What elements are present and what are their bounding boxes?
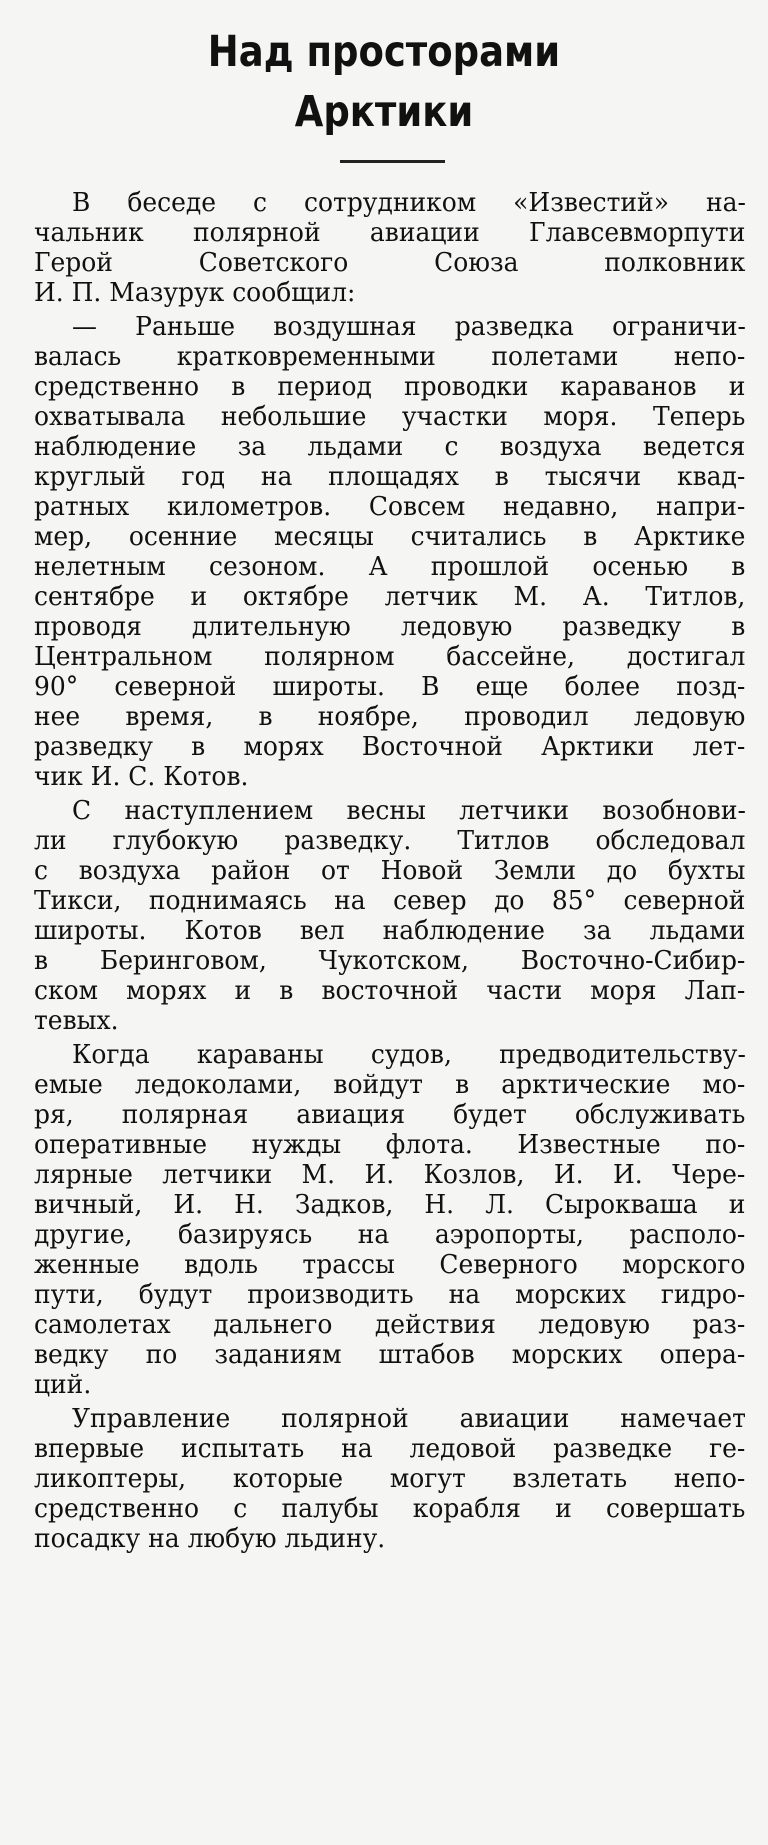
- text-line: мер, осенние месяцы считались в Арктике: [34, 522, 746, 552]
- text-line: самолетах дальнего действия ледовую раз-: [34, 1310, 746, 1340]
- text-line: ликоптеры, которые могут взлетать непо-: [34, 1464, 746, 1494]
- text-line: Управление полярной авиации намечает: [72, 1404, 746, 1434]
- text-line: средственно в период проводки караванов и: [34, 372, 746, 402]
- text-line: впервые испытать на ледовой разведке ге-: [34, 1434, 746, 1464]
- text-line: ведку по заданиям штабов морских опера-: [34, 1340, 746, 1370]
- article-headline: [54, 22, 714, 142]
- text-line: наблюдение за льдами с воздуха ведется: [34, 432, 746, 462]
- text-line: средственно с палубы корабля и совершать: [34, 1494, 746, 1524]
- text-line: ли глубокую разведку. Титлов обследовал: [34, 826, 746, 856]
- text-line: женные вдоль трассы Северного морского: [34, 1250, 746, 1280]
- text-line: Когда караваны судов, предводительству-: [72, 1040, 746, 1070]
- text-line: С наступлением весны летчики возобнови-: [72, 796, 746, 826]
- text-line: валась кратковременными полетами непо-: [34, 342, 746, 372]
- text-line: оперативные нужды флота. Известные по-: [34, 1130, 746, 1160]
- text-line: широты. Котов вел наблюдение за льдами: [34, 916, 746, 946]
- text-line: другие, базируясь на аэропорты, располо-: [34, 1220, 746, 1250]
- text-line: нелетным сезоном. А прошлой осенью в: [34, 552, 746, 582]
- text-line: разведку в морях Восточной Арктики лет-: [34, 732, 746, 762]
- text-line: ций.: [34, 1370, 92, 1400]
- text-line: посадку на любую льдину.: [34, 1524, 386, 1554]
- headline-divider: [340, 160, 445, 163]
- text-line: Герой Советского Союза полковник: [34, 248, 746, 278]
- text-line: В беседе с сотрудником «Известий» на-: [72, 188, 746, 218]
- text-line: Центральном полярном бассейне, достигал: [34, 642, 746, 672]
- text-line: охватывала небольшие участки моря. Теперь: [34, 402, 746, 432]
- text-line: сентябре и октябре летчик М. А. Титлов,: [34, 582, 746, 612]
- text-line: с воздуха район от Новой Земли до бухты: [34, 856, 746, 886]
- text-line: чик И. С. Котов.: [34, 762, 249, 792]
- text-line: Тикси, поднимаясь на север до 85° северной: [34, 886, 746, 916]
- text-line: 90° северной широты. В еще более позд-: [34, 672, 746, 702]
- text-line: в Беринговом, Чукотском, Восточно-Сибир-: [34, 946, 746, 976]
- text-line: тевых.: [34, 1006, 119, 1036]
- text-line: ском морях и в восточной части моря Лап-: [34, 976, 746, 1006]
- text-line: пути, будут производить на морских гидро-: [34, 1280, 746, 1310]
- text-line: — Раньше воздушная разведка ограничи-: [72, 312, 746, 342]
- text-line: ратных километров. Совсем недавно, напри-: [34, 492, 746, 522]
- text-line: вичный, И. Н. Задков, Н. Л. Сырокваша и: [34, 1190, 746, 1220]
- text-line: емые ледоколами, войдут в арктические мо-: [34, 1070, 746, 1100]
- text-line: нее время, в ноябре, проводил ледовую: [34, 702, 746, 732]
- text-line: круглый год на площадях в тысячи квад-: [34, 462, 746, 492]
- headline-line-1: Над просторами: [207, 27, 561, 77]
- headline-line-2: Арктики: [294, 87, 474, 137]
- text-line: лярные летчики М. И. Козлов, И. И. Чере-: [34, 1160, 746, 1190]
- text-line: проводя длительную ледовую разведку в: [34, 612, 746, 642]
- text-line: И. П. Мазурук сообщил:: [34, 278, 356, 308]
- text-line: чальник полярной авиации Главсевморпути: [34, 218, 746, 248]
- text-line: ря, полярная авиация будет обслуживать: [34, 1100, 746, 1130]
